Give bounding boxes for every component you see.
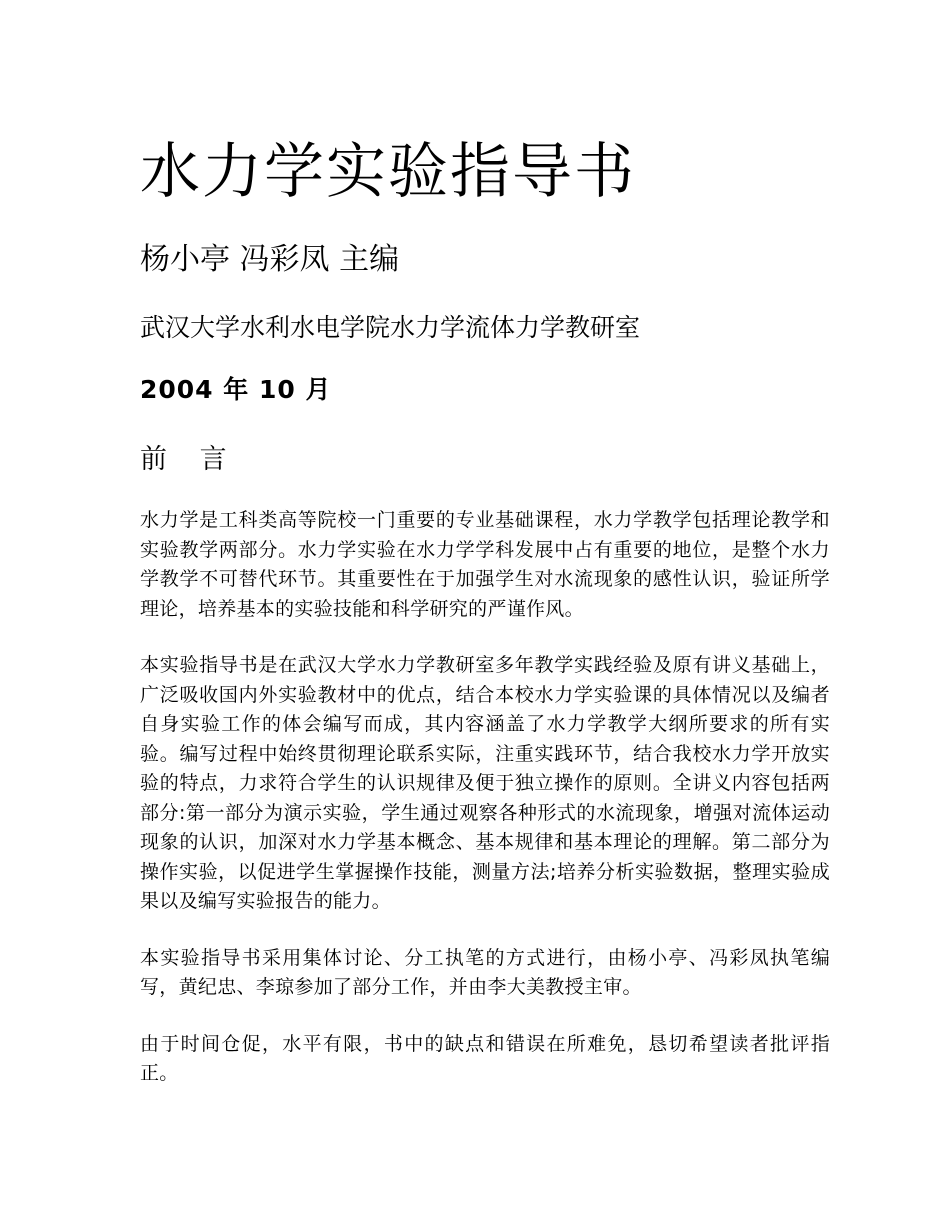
- preface-paragraph: 由于时间仓促，水平有限，书中的缺点和错误在所难免，恳切希望读者批评指正。: [140, 1032, 830, 1084]
- preface-paragraph: 本实验指导书采用集体讨论、分工执笔的方式进行，由杨小亭、冯彩凤执笔编写，黄纪忠、李琼参加了部分工作，并由李大美教授主审。: [140, 946, 830, 998]
- institution-line: 武汉大学水利水电学院水力学流体力学教研室: [140, 313, 641, 342]
- document-content: [140, 132, 830, 1089]
- preface-heading: 前 言: [140, 444, 239, 475]
- preface-paragraph: 本实验指导书是在武汉大学水力学教研室多年教学实践经验及原有讲义基础上，广泛吸收国内外实验教材中的优点，结合本校水力学实验课的具体情况以及编者自身实验工作的体会编写而成，其内容涵盖了水力学教学大纲所要求的所有实验。编写过程中始终贯彻理论联系实际，注重实践环节，结合我校水力学开放实验的特点，力求符合学生的认识规律及便于独立操作的原则。全讲义内容包括两部分:第一部分为演示实验，学生通过观察各种形式的水流现象，增强对流体运动现象的认识，加深对水力学基本概念、基本规律和基本理论的理解。第二部分为操作实验，以促进学生掌握操作技能，测量方法;培养分析实验数据，整理实验成果以及编写实验报告的能力。: [140, 654, 830, 912]
- editors-line: 杨小亭 冯彩凤 主编: [140, 242, 400, 277]
- publication-date: 2004 年 10 月: [140, 375, 332, 404]
- preface-paragraph: 水力学是工科类高等院校一门重要的专业基础课程，水力学教学包括理论教学和实验教学两部分。水力学实验在水力学学科发展中占有重要的地位，是整个水力学教学不可替代环节。其重要性在于加强学生对水流现象的感性认识，验证所学理论，培养基本的实验技能和科学研究的严谨作风。: [140, 509, 830, 620]
- document-title: 水力学实验指导书: [140, 137, 636, 207]
